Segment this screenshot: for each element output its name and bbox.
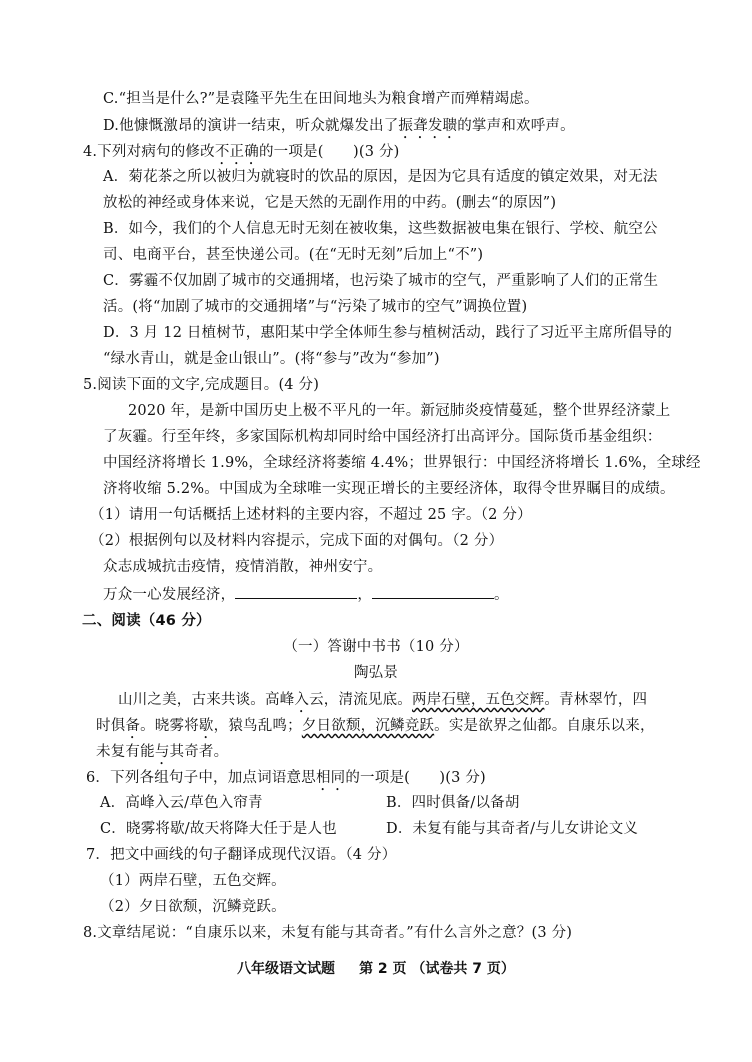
q4-option-d-line1: D．3 月 12 日植树节，惠阳某中学全体师生参与植树活动，践行了习近平主席所倡导的 [103,325,673,341]
text: 。实是欲界之仙都。自康乐以来， [434,718,655,734]
dotted-word: 振聋发聩 [398,118,458,134]
text: 山川之美，古来共谈。高峰 [118,692,295,708]
q7-sub2: （2）夕日欲颓，沉鳞竞跃。 [100,899,286,915]
q6-stem [86,770,486,794]
q3-option-c: C.“担当是什么?”是袁隆平先生在田间地头为粮食增产而殚精竭虑。 [103,91,539,107]
q4-option-d-line2: “绿水青山，就是金山银山”。(将“参与”改为“参加”) [103,351,440,367]
passage-line3: 中国经济将增长 1.9%，全球经济将萎缩 4.4%；世界银行：中国经济将增长 1.6%，全球经 [103,455,701,471]
passage-line4: 济将收缩 5.2%。中国成为全球唯一实现正增长的主要经济体，取得令世界瞩目的成绩。 [103,481,675,497]
text: 6．下列各组句子中，加点词语意思 [86,770,316,786]
q3-option-d [103,118,575,142]
text: ，猿鸟乱鸣； [213,718,302,734]
dotted-word: 备 [125,718,141,734]
underlined-sentence: 夕日欲颓，沉鳞竞跃 [301,718,435,734]
text: 的掌声和欢呼声。 [457,118,575,134]
article-title: （一）答谢中书书（10 分） [283,639,469,655]
text: 万众一心发展经济， [103,587,236,603]
text: ， [357,587,373,603]
underlined-sentence: 两岸石壁，五色交辉 [412,692,545,708]
q4-option-c-line2: 活。(将“加剧了城市的交通拥堵”与“污染了城市的空气”调换位置) [103,299,528,315]
text: 。 [494,587,509,603]
q4-option-a-line1: A．菊花茶之所以被归为就寝时的饮品的原因，是因为它具有适度的镇定效果，对无法 [103,169,658,185]
q6-option-b: B．四时俱备/以备胡 [386,795,520,811]
q5-stem: 5.阅读下面的文字,完成题目。(4 分) [83,377,320,393]
dotted-word: 入 [294,692,310,708]
article-author: 陶弘景 [353,665,399,681]
q7-stem: 7．把文中画线的句子翻译成现代汉语。（4 分） [86,847,397,863]
q6-option-c: C．晓雾将歇/故天将降大任于是人也 [100,821,337,837]
fill-in-sentence [103,586,509,603]
q5-sub1: （1）请用一句话概括上述材料的主要内容，不超过 25 字。（2 分） [90,507,532,523]
passage-line1: 2020 年，是新中国历史上极不平凡的一年。新冠肺炎疫情蔓延，整个世界经济蒙上 [128,403,671,419]
q8-stem: 8.文章结尾说：“自康乐以来，未复有能与其奇者。”有什么言外之意？(3 分) [83,925,573,941]
q4-option-a-line2: 放松的神经或身体来说，它是天然的无副作用的中药。(删去“的原因”) [103,195,557,211]
text: D.他慷慨激昂的演讲一结束，听众就爆发出了 [103,118,399,134]
answer-blank-2[interactable] [372,586,494,599]
text-line2 [96,718,655,742]
q5-sub2: （2）根据例句以及材料内容提示，完成下面的对偶句。（2 分） [90,533,504,549]
dotted-word: 歇 [198,718,214,734]
q4-option-b-line2: 司、电商平台，甚至快递公司。(在“无时无刻”后加上“不”) [103,247,484,263]
answer-blank-1[interactable] [235,586,357,599]
footer-subject: 八年级语文试题 [237,961,336,977]
section-heading: 二、阅读（46 分） [82,613,211,629]
q4-option-c-line1: C．雾霾不仅加剧了城市的交通拥堵，也污染了城市的空气，严重影响了人们的正常生 [103,273,659,289]
example-sentence: 众志成城抗击疫情，疫情消散，神州安宁。 [103,559,383,575]
text: 。青林翠竹，四 [544,692,648,708]
page-footer [0,962,752,976]
q4-option-b-line1: B．如今，我们的个人信息无时无刻在被收集，这些数据被电集在银行、学校、航空公 [103,221,658,237]
dotted-word: 与 [154,744,170,760]
text: 未复有能 [96,744,155,760]
text: 其奇者。 [169,744,229,760]
text-line3 [96,744,228,768]
text: 的一项是( )(3 分) [345,770,486,786]
text: 4.下列对病句的修改 [83,144,215,160]
dotted-word: 相同 [315,770,346,786]
text: 云，清流见底。 [309,692,413,708]
q4-stem [83,144,400,168]
text-line1 [118,692,647,716]
q7-sub1: （1）两岸石壁，五色交辉。 [100,873,286,889]
footer-page-number: 第 2 页 （试卷共 7 页） [359,961,515,977]
text: 的一项是( )(3 分) [258,144,400,160]
passage-line2: 了灰霾。行至年终，多家国际机构却同时给中国经济打出高评分。国际货币基金组织： [103,429,662,445]
q6-option-d: D．未复有能与其奇者/与儿女讲论文义 [386,821,639,837]
q6-option-a: A．高峰入云/草色入帘青 [100,795,263,811]
text: 时俱 [96,718,126,734]
text: 。晓雾将 [140,718,199,734]
dotted-word: 不正确 [214,144,259,160]
